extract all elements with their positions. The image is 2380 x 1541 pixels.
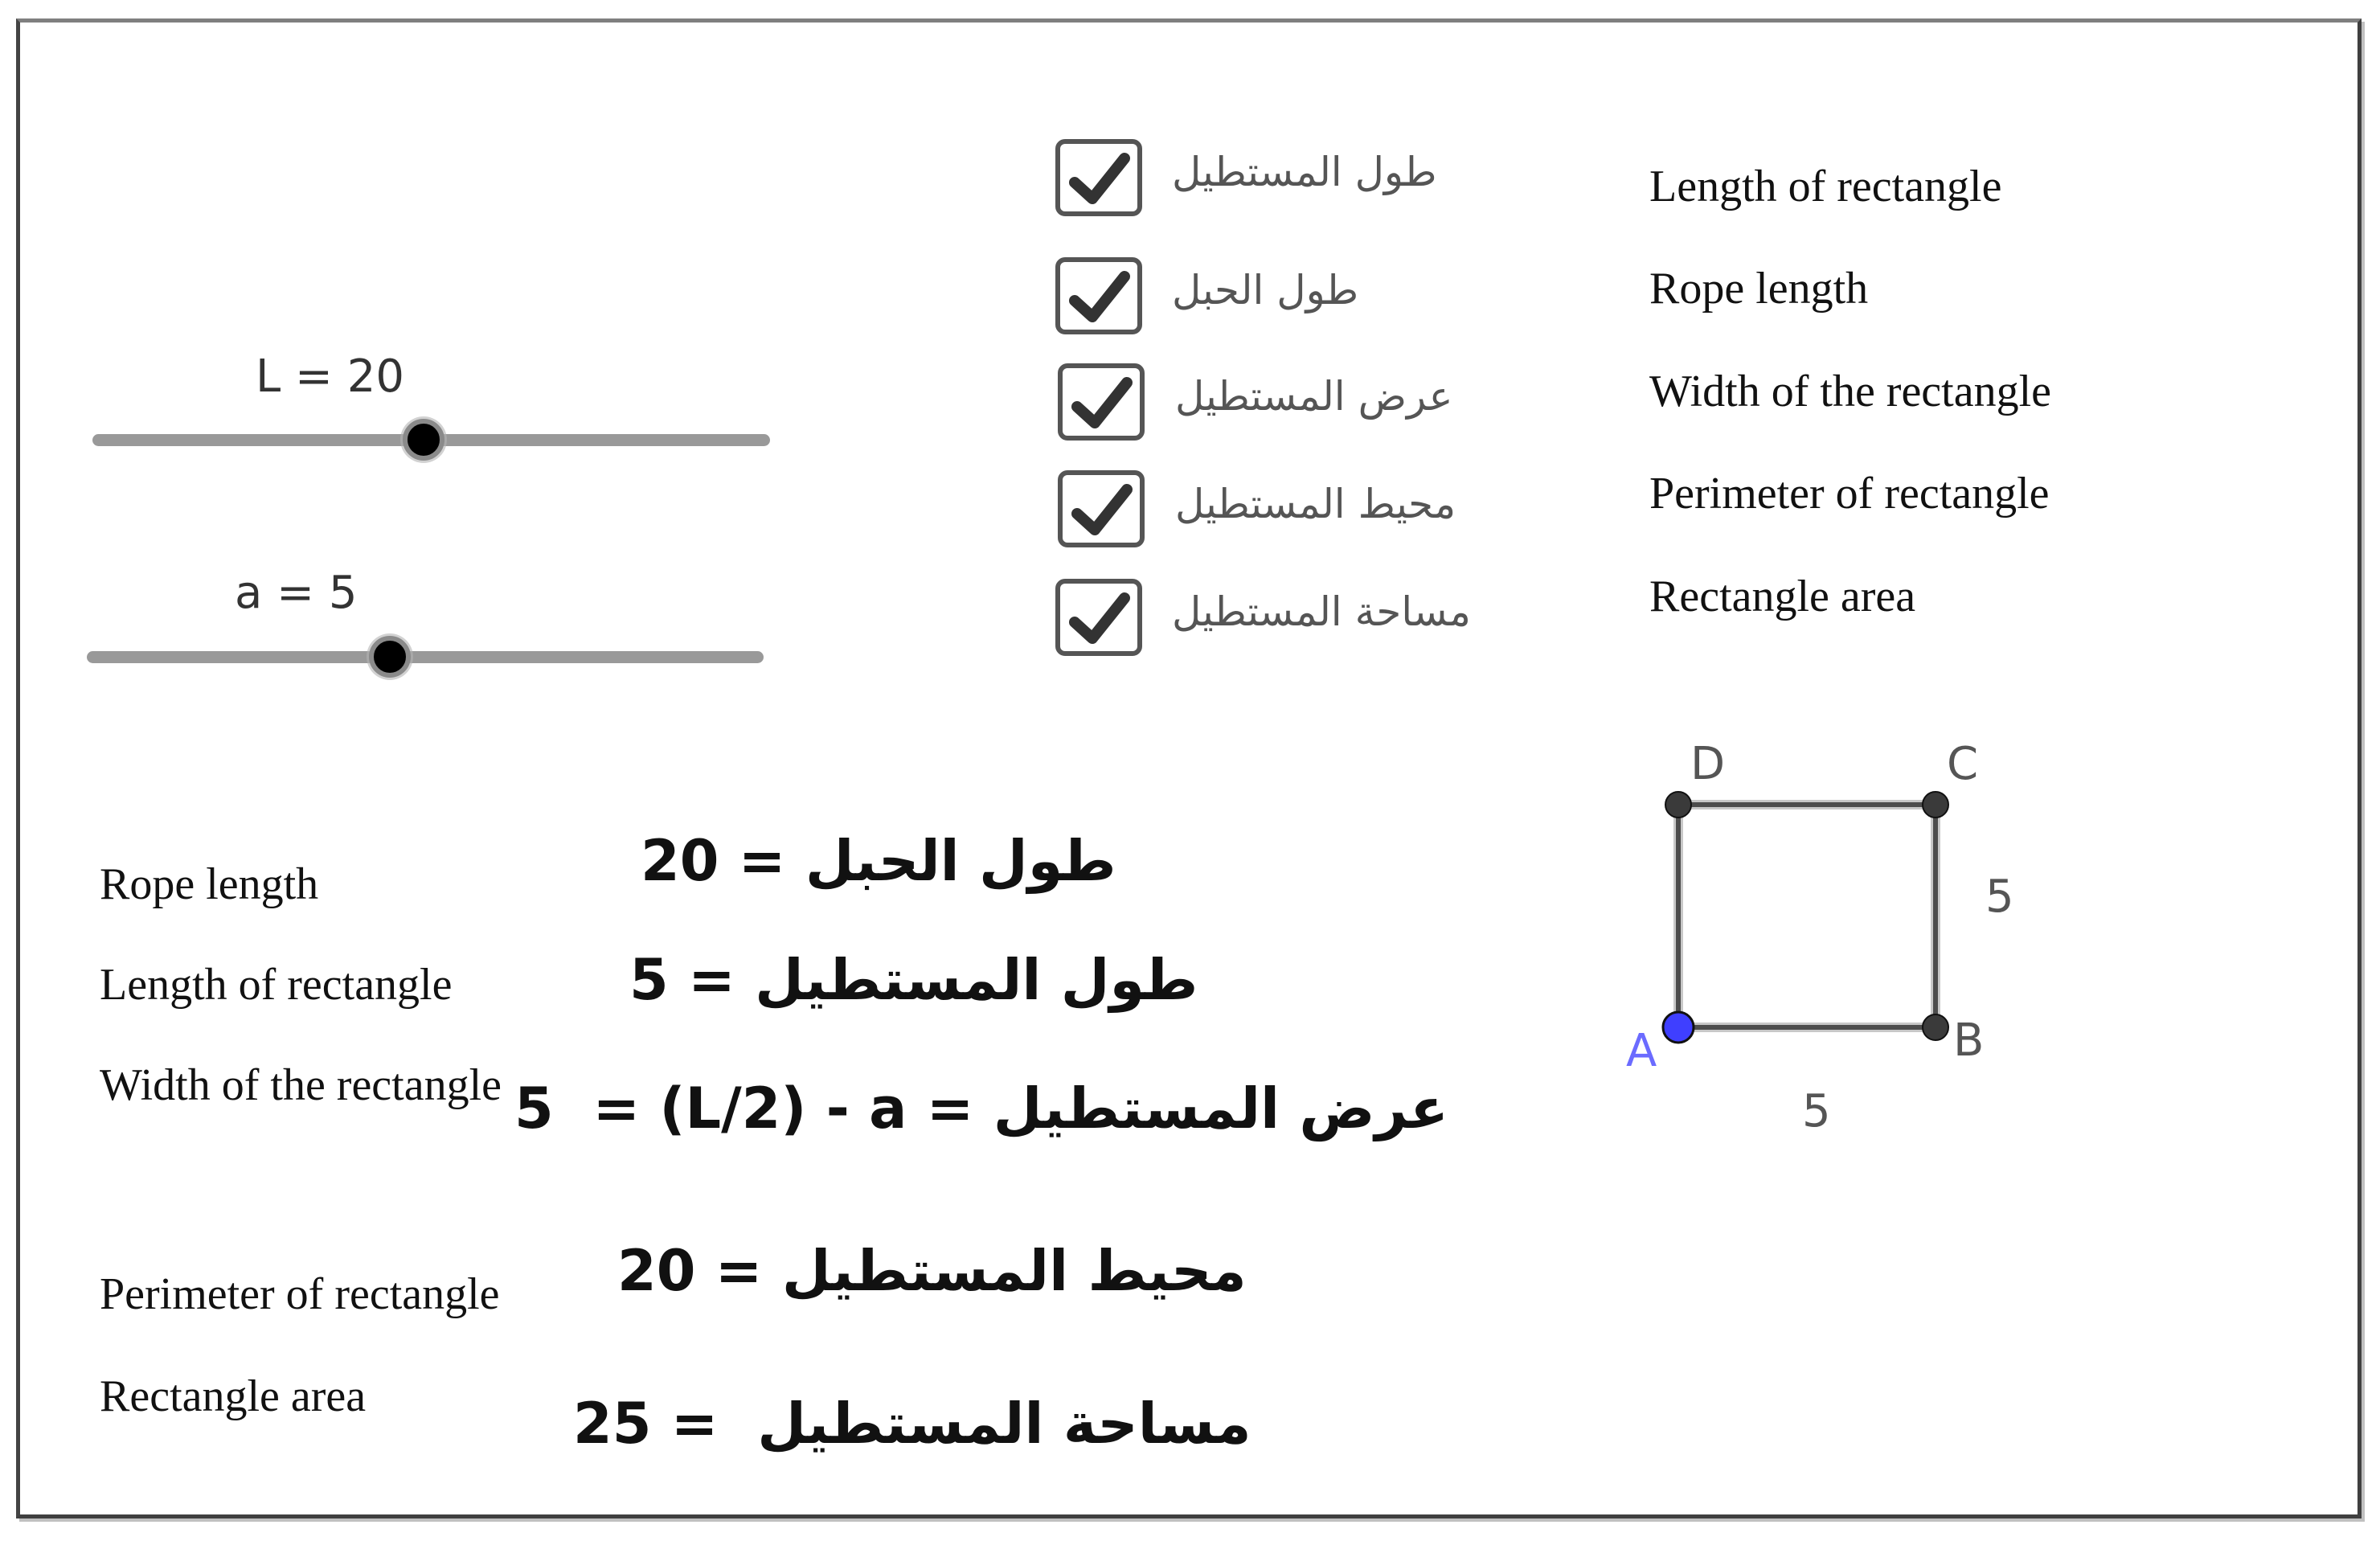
checkbox-label-rope-length: طول الحبل [1172, 267, 1359, 314]
result-eq: = (L/2) - a = [553, 1076, 993, 1141]
translation-rope-length: Rope length [1649, 264, 1869, 314]
translation-rect-perimeter: Perimeter of rectangle [1649, 469, 2050, 518]
point-C [1923, 792, 1948, 818]
result-label-rect-length: Length of rectangle [100, 960, 453, 1010]
rectangle-ABCD [1678, 805, 1936, 1027]
slider-L-label: L = 20 [256, 350, 404, 403]
side-label-right: 5 [1985, 871, 2014, 923]
result-value: 20 [641, 828, 719, 894]
translation-rect-length: Length of rectangle [1649, 162, 2002, 211]
result-value: 20 [617, 1238, 696, 1304]
result-ar: عرض المستطيل [993, 1076, 1448, 1141]
point-A [1663, 1012, 1694, 1043]
result-eq: = [651, 1391, 758, 1457]
result-eq: = [719, 828, 805, 894]
checkbox-label-rect-area: مساحة المستطيل [1172, 588, 1471, 635]
point-B [1923, 1014, 1948, 1040]
checkbox-label-rect-length: طول المستطيل [1172, 149, 1437, 195]
translation-rect-width: Width of the rectangle [1649, 367, 2051, 416]
point-label-A[interactable]: A [1626, 1025, 1657, 1077]
translation-rect-area: Rectangle area [1649, 572, 1916, 621]
result-ar: طول الحبل [805, 828, 1116, 894]
result-value: 25 [573, 1391, 652, 1457]
result-ar: محيط المستطيل [781, 1238, 1247, 1304]
result-ar: طول المستطيل [755, 947, 1198, 1013]
result-eq: = [668, 947, 756, 1013]
slider-a-label: a = 5 [235, 567, 358, 619]
result-label-rope-length: Rope length [100, 859, 319, 909]
side-label-bottom: 5 [1802, 1085, 1831, 1137]
point-D [1665, 792, 1691, 818]
point-label-C: C [1947, 738, 1979, 790]
result-eq: = [695, 1238, 782, 1304]
result-value: 5 [629, 947, 669, 1013]
checkbox-label-rect-perimeter: محيط المستطيل [1175, 481, 1456, 527]
result-label-rect-perimeter: Perimeter of rectangle [100, 1269, 500, 1319]
result-ar: مساحة المستطيل [757, 1391, 1251, 1457]
result-label-rect-area: Rectangle area [100, 1371, 367, 1421]
checkbox-label-rect-width: عرض المستطيل [1175, 373, 1453, 420]
point-label-B: B [1953, 1014, 1985, 1067]
point-label-D: D [1690, 738, 1726, 790]
result-label-rect-width: Width of the rectangle [100, 1060, 502, 1110]
result-value: 5 [514, 1076, 554, 1141]
